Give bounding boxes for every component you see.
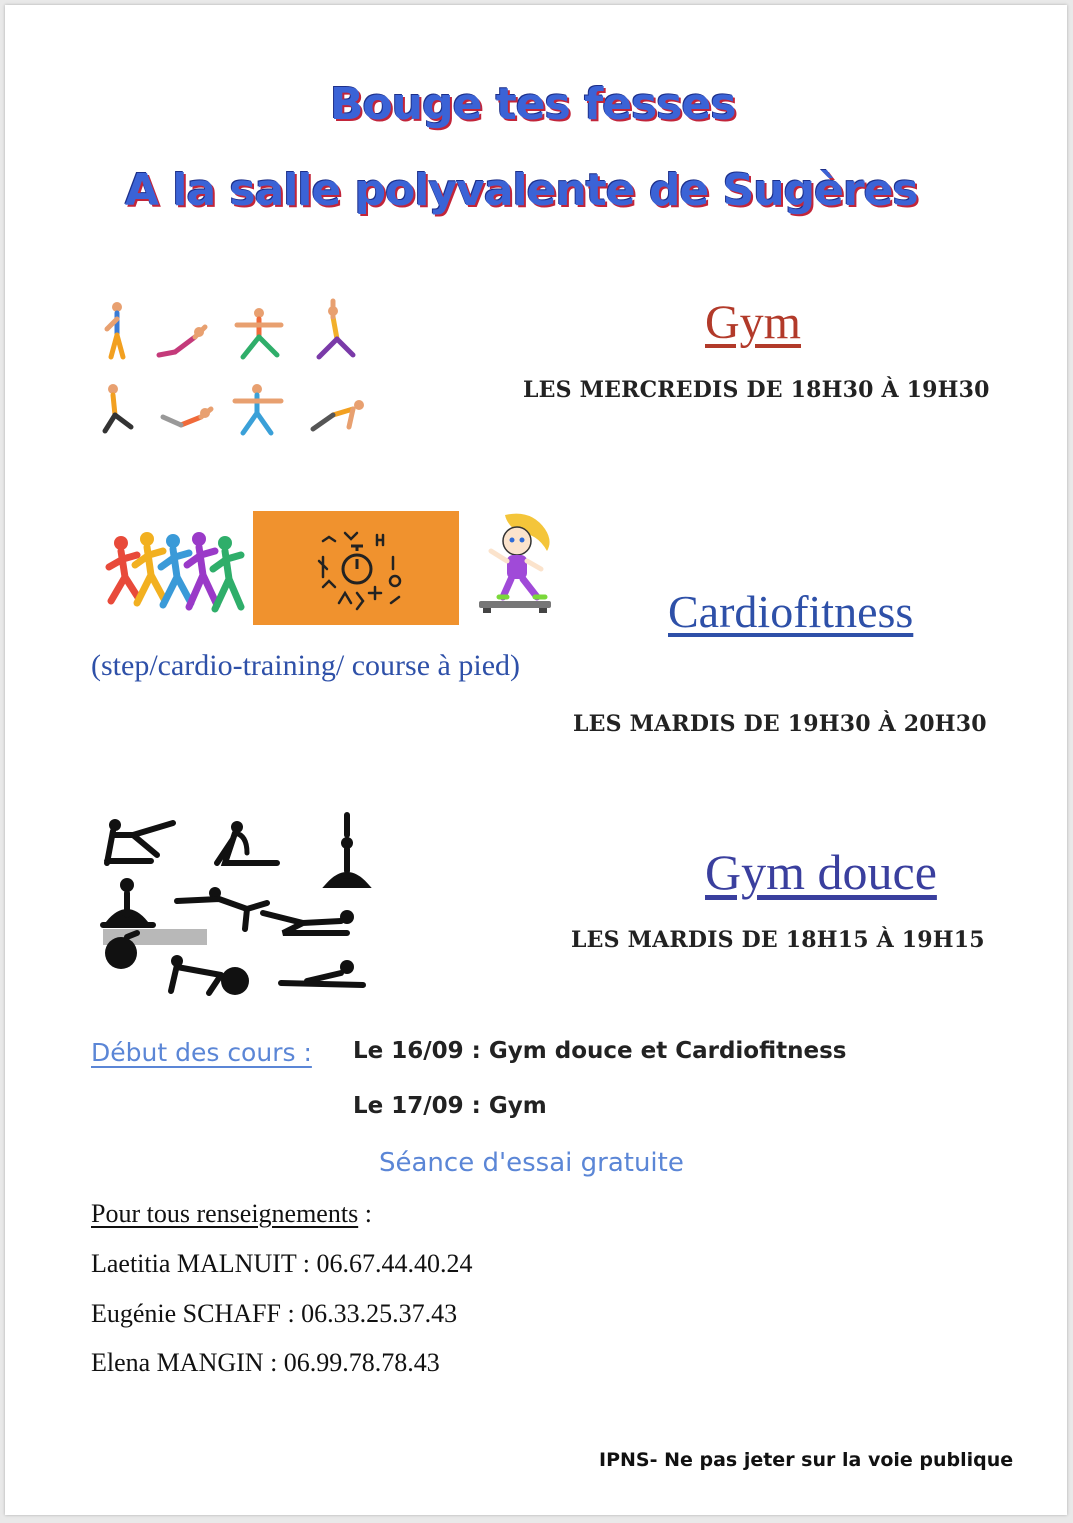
silhouette-icon (329, 815, 365, 885)
figure-icon (105, 384, 131, 431)
runner-icon (161, 534, 191, 605)
silhouette-icon (281, 960, 363, 985)
figure-icon (313, 400, 364, 429)
silhouette-icon (177, 887, 267, 929)
runners-image (103, 527, 245, 619)
figure-icon (163, 408, 211, 425)
info-heading-label: Pour tous renseignements (91, 1199, 359, 1228)
figure-icon (235, 384, 281, 433)
gym-section-title: Gym (705, 296, 801, 349)
gym-exercise-figures-image (97, 297, 377, 442)
gym-douce-schedule: LES MARDIS DE 18H15 À 19H15 (571, 927, 985, 953)
silhouette-icon (263, 910, 354, 933)
figure-icon (107, 302, 123, 357)
contact-line: Elena MANGIN : 06.99.78.78.43 (91, 1348, 440, 1377)
contact-line: Eugénie SCHAFF : 06.33.25.37.43 (91, 1299, 458, 1328)
ipns-footer-note: IPNS- Ne pas jeter sur la voie publique (599, 1449, 1014, 1471)
gym-douce-silhouettes-image (97, 805, 377, 1000)
exercise-pictogram-icons (319, 533, 400, 609)
silhouette-icon (103, 878, 153, 925)
flyer-venue: A la salle polyvalente de Sugères (125, 165, 918, 216)
course-start-label: Début des cours : (91, 1038, 312, 1067)
course-start-date-2: Le 17/09 : Gym (353, 1093, 547, 1119)
gym-douce-section-title: Gym douce (705, 844, 937, 900)
silhouette-icon (171, 955, 249, 995)
cardio-training-panel (253, 511, 459, 625)
flyer-title: Bouge tes fesses (330, 79, 736, 130)
cartoon-girl-icon (479, 514, 551, 613)
contact-line: Laetitia MALNUIT : 06.67.44.40.24 (91, 1249, 473, 1278)
figure-icon (319, 301, 353, 357)
cardio-schedule: LES MARDIS DE 19H30 À 20H30 (573, 711, 987, 737)
free-trial-note: Séance d'essai gratuite (379, 1148, 684, 1178)
silhouette-icon (217, 821, 277, 863)
cardio-subtitle: (step/cardio-training/ course à pied) (91, 649, 520, 682)
course-start-date-1: Le 16/09 : Gym douce et Cardiofitness (353, 1038, 847, 1064)
info-heading-suffix: : (358, 1199, 372, 1228)
runner-icon (109, 536, 139, 601)
figure-icon (159, 327, 205, 355)
silhouette-icon (107, 819, 173, 863)
info-heading (91, 1199, 372, 1229)
flyer-sheet (5, 5, 1067, 1515)
cardio-section-title: Cardiofitness (668, 586, 914, 637)
step-girl-cartoon-image (467, 511, 563, 615)
runner-icon (213, 536, 241, 609)
stopwatch-icon (343, 546, 371, 583)
gym-schedule: LES MERCREDIS DE 18H30 À 19H30 (523, 377, 990, 403)
figure-icon (237, 308, 281, 357)
